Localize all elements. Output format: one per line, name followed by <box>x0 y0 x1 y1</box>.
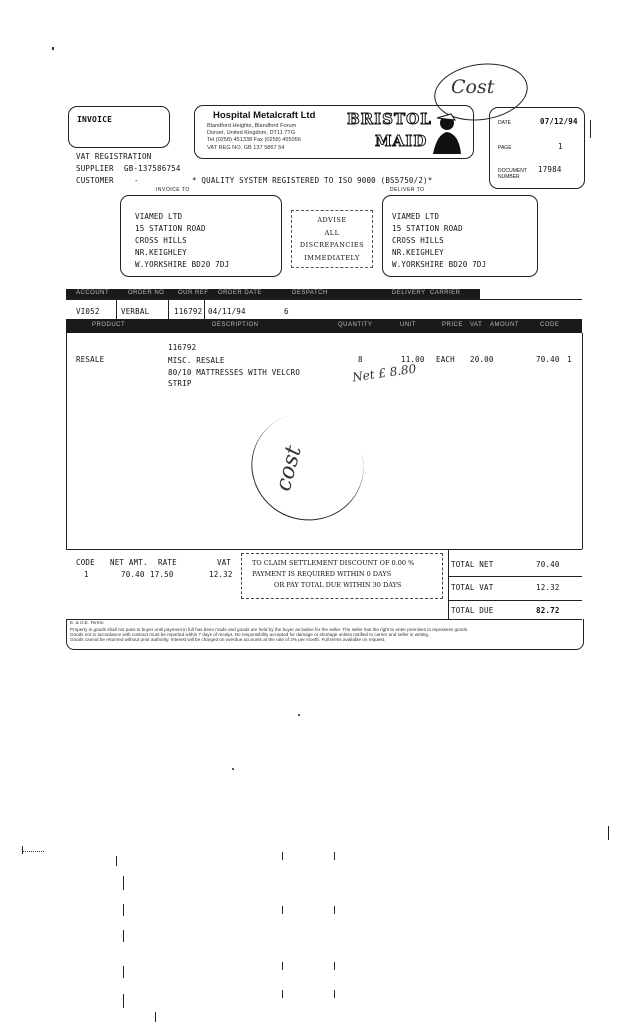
customer-label: CUSTOMER <box>76 176 114 185</box>
total-vat-value: 12.32 <box>536 583 560 592</box>
date-value: 07/12/94 <box>540 117 578 126</box>
eoe-terms-label: E. & O.E. Terms: <box>70 620 105 625</box>
invoice-title-box <box>68 106 170 148</box>
line-unit: EACH <box>436 355 455 364</box>
line-vat-code: 1 <box>567 355 572 364</box>
invoice-to-box <box>120 195 282 277</box>
brand-logo-top: BRISTOL <box>347 110 432 128</box>
order-header-our-ref: OUR REF <box>178 290 209 296</box>
scan-speck <box>52 47 54 50</box>
order-header-account: ACCOUNT <box>76 290 110 296</box>
settlement-box <box>241 553 443 599</box>
handwritten-net: Net £ 8.80 <box>351 361 418 385</box>
line-description: MISC. RESALE 80/10 MATTRESSES WITH VELCRO STRIP <box>168 356 301 388</box>
handwritten-cost-middle: cost <box>270 443 307 494</box>
total-net-value: 70.40 <box>536 560 560 569</box>
line-amount: 70.40 <box>536 355 560 364</box>
terms-text: Property in goods shall not pass to buyer until payment in full has been made and goods are held by the buyer as bailee for the seller. The seller has the right to enter premises to repossess goods. Goods not in accordance with contract must be reported within 7 days of receipt. No responsibility accepted for damage or shortage unless notified to carrier and seller in writing. Goods cannot be returned without prior authority. Interest will be charged on overdue accounts at the rate of 2% per month. Full terms available on request. <box>70 627 469 642</box>
line-price: 11.00 <box>401 355 425 364</box>
line-header-code: CODE <box>540 322 560 328</box>
deliver-to-box <box>382 195 538 277</box>
document-value: 17984 <box>538 165 562 174</box>
despatch-value: 6 <box>284 307 289 316</box>
summary-net: 70.40 <box>121 570 145 579</box>
summary-rate-header: RATE <box>158 558 177 567</box>
vat-registration-label: VAT REGISTRATION <box>76 152 152 161</box>
order-header-delivery: DELIVERY <box>392 290 426 296</box>
order-divider <box>66 299 582 300</box>
scan-mark <box>590 120 591 138</box>
line-header-product: PRODUCT <box>92 322 126 328</box>
handwritten-circle-middle <box>238 398 377 536</box>
order-header-carrier: CARRIER <box>430 290 461 296</box>
total-due-value: 82.72 <box>536 606 560 615</box>
settlement-text: TO CLAIM SETTLEMENT DISCOUNT OF 0.00 % PAYMENT IS REQUIRED WITHIN 0 DAYS OR PAY TOTAL DUE WITHIN 30 DAYS <box>252 559 415 589</box>
total-net-label: TOTAL NET <box>451 560 494 569</box>
line-product: RESALE <box>76 355 105 364</box>
company-box <box>194 105 474 159</box>
advise-text: ADVISE ALL DISCREPANCIES IMMEDIATELY <box>299 216 365 262</box>
line-header-description: DESCRIPTION <box>212 322 259 328</box>
summary-vat: 12.32 <box>209 570 233 579</box>
total-vat-label: TOTAL VAT <box>451 583 494 592</box>
invoice-to-address: VIAMED LTD 15 STATION ROAD CROSS HILLS NR.KEIGHLEY W.YORKSHIRE BD20 7DJ <box>135 212 230 269</box>
line-discount: 20.00 <box>470 355 494 364</box>
lines-header-bar <box>66 319 582 333</box>
terms-box <box>66 619 584 650</box>
total-due-label: TOTAL DUE <box>451 606 494 615</box>
order-header-order-no: ORDER NO <box>128 290 165 296</box>
brand-logo-bottom: MAID <box>375 132 428 150</box>
our-ref-value: 116792 <box>174 307 203 316</box>
invoice-title: INVOICE <box>77 115 113 124</box>
summary-rate: 17.50 <box>150 570 174 579</box>
page-label: PAGE <box>498 145 512 151</box>
order-date-value: 04/11/94 <box>208 307 246 316</box>
order-header-bar <box>66 289 480 299</box>
summary-vat-header: VAT <box>217 558 232 567</box>
line-quantity: 8 <box>358 355 363 364</box>
account-value: VI052 <box>76 307 100 316</box>
page-value: 1 <box>558 142 563 151</box>
date-label: DATE <box>498 120 511 126</box>
customer-vat: - <box>134 176 139 185</box>
summary-net-header: NET AMT. <box>110 558 148 567</box>
order-header-order-date: ORDER DATE <box>218 290 262 296</box>
supplier-label: SUPPLIER <box>76 164 114 173</box>
company-address: Blandford Heights, Blandford Forum Dorset, United Kingdom, DT11 7TG Tel (0258) 451338 Fax (0258) 455056 VAT REG NO. GB 137 5867 54 <box>207 123 301 151</box>
invoice-to-label: INVOICE TO <box>156 187 190 193</box>
deliver-to-label: DELIVER TO <box>390 187 425 193</box>
order-header-despatch: DESPATCH <box>292 290 328 296</box>
order-no-value: VERBAL <box>121 307 150 316</box>
line-header-quantity: QUANTITY <box>338 322 373 328</box>
advise-box <box>291 210 373 268</box>
company-name: Hospital Metalcraft Ltd <box>213 110 316 121</box>
supplier-vat: GB-137586754 <box>124 164 181 173</box>
line-header-unit: UNIT <box>400 322 416 328</box>
deliver-to-address: VIAMED LTD 15 STATION ROAD CROSS HILLS NR.KEIGHLEY W.YORKSHIRE BD20 7DJ <box>392 212 487 269</box>
summary-code-header: CODE <box>76 558 95 567</box>
nurse-logo-icon <box>429 112 463 154</box>
handwritten-cost-top: Cost <box>451 76 495 98</box>
line-header-price: PRICE <box>442 322 463 328</box>
line-header-vat: VAT <box>470 322 483 328</box>
line-ref: 116792 <box>168 343 197 352</box>
quality-statement: * QUALITY SYSTEM REGISTERED TO ISO 9000 (BS5750/2)* <box>192 176 433 185</box>
date-box <box>489 107 585 189</box>
line-header-amount: AMOUNT <box>490 322 519 328</box>
document-label: DOCUMENT NUMBER <box>498 168 527 180</box>
summary-code: 1 <box>84 570 89 579</box>
